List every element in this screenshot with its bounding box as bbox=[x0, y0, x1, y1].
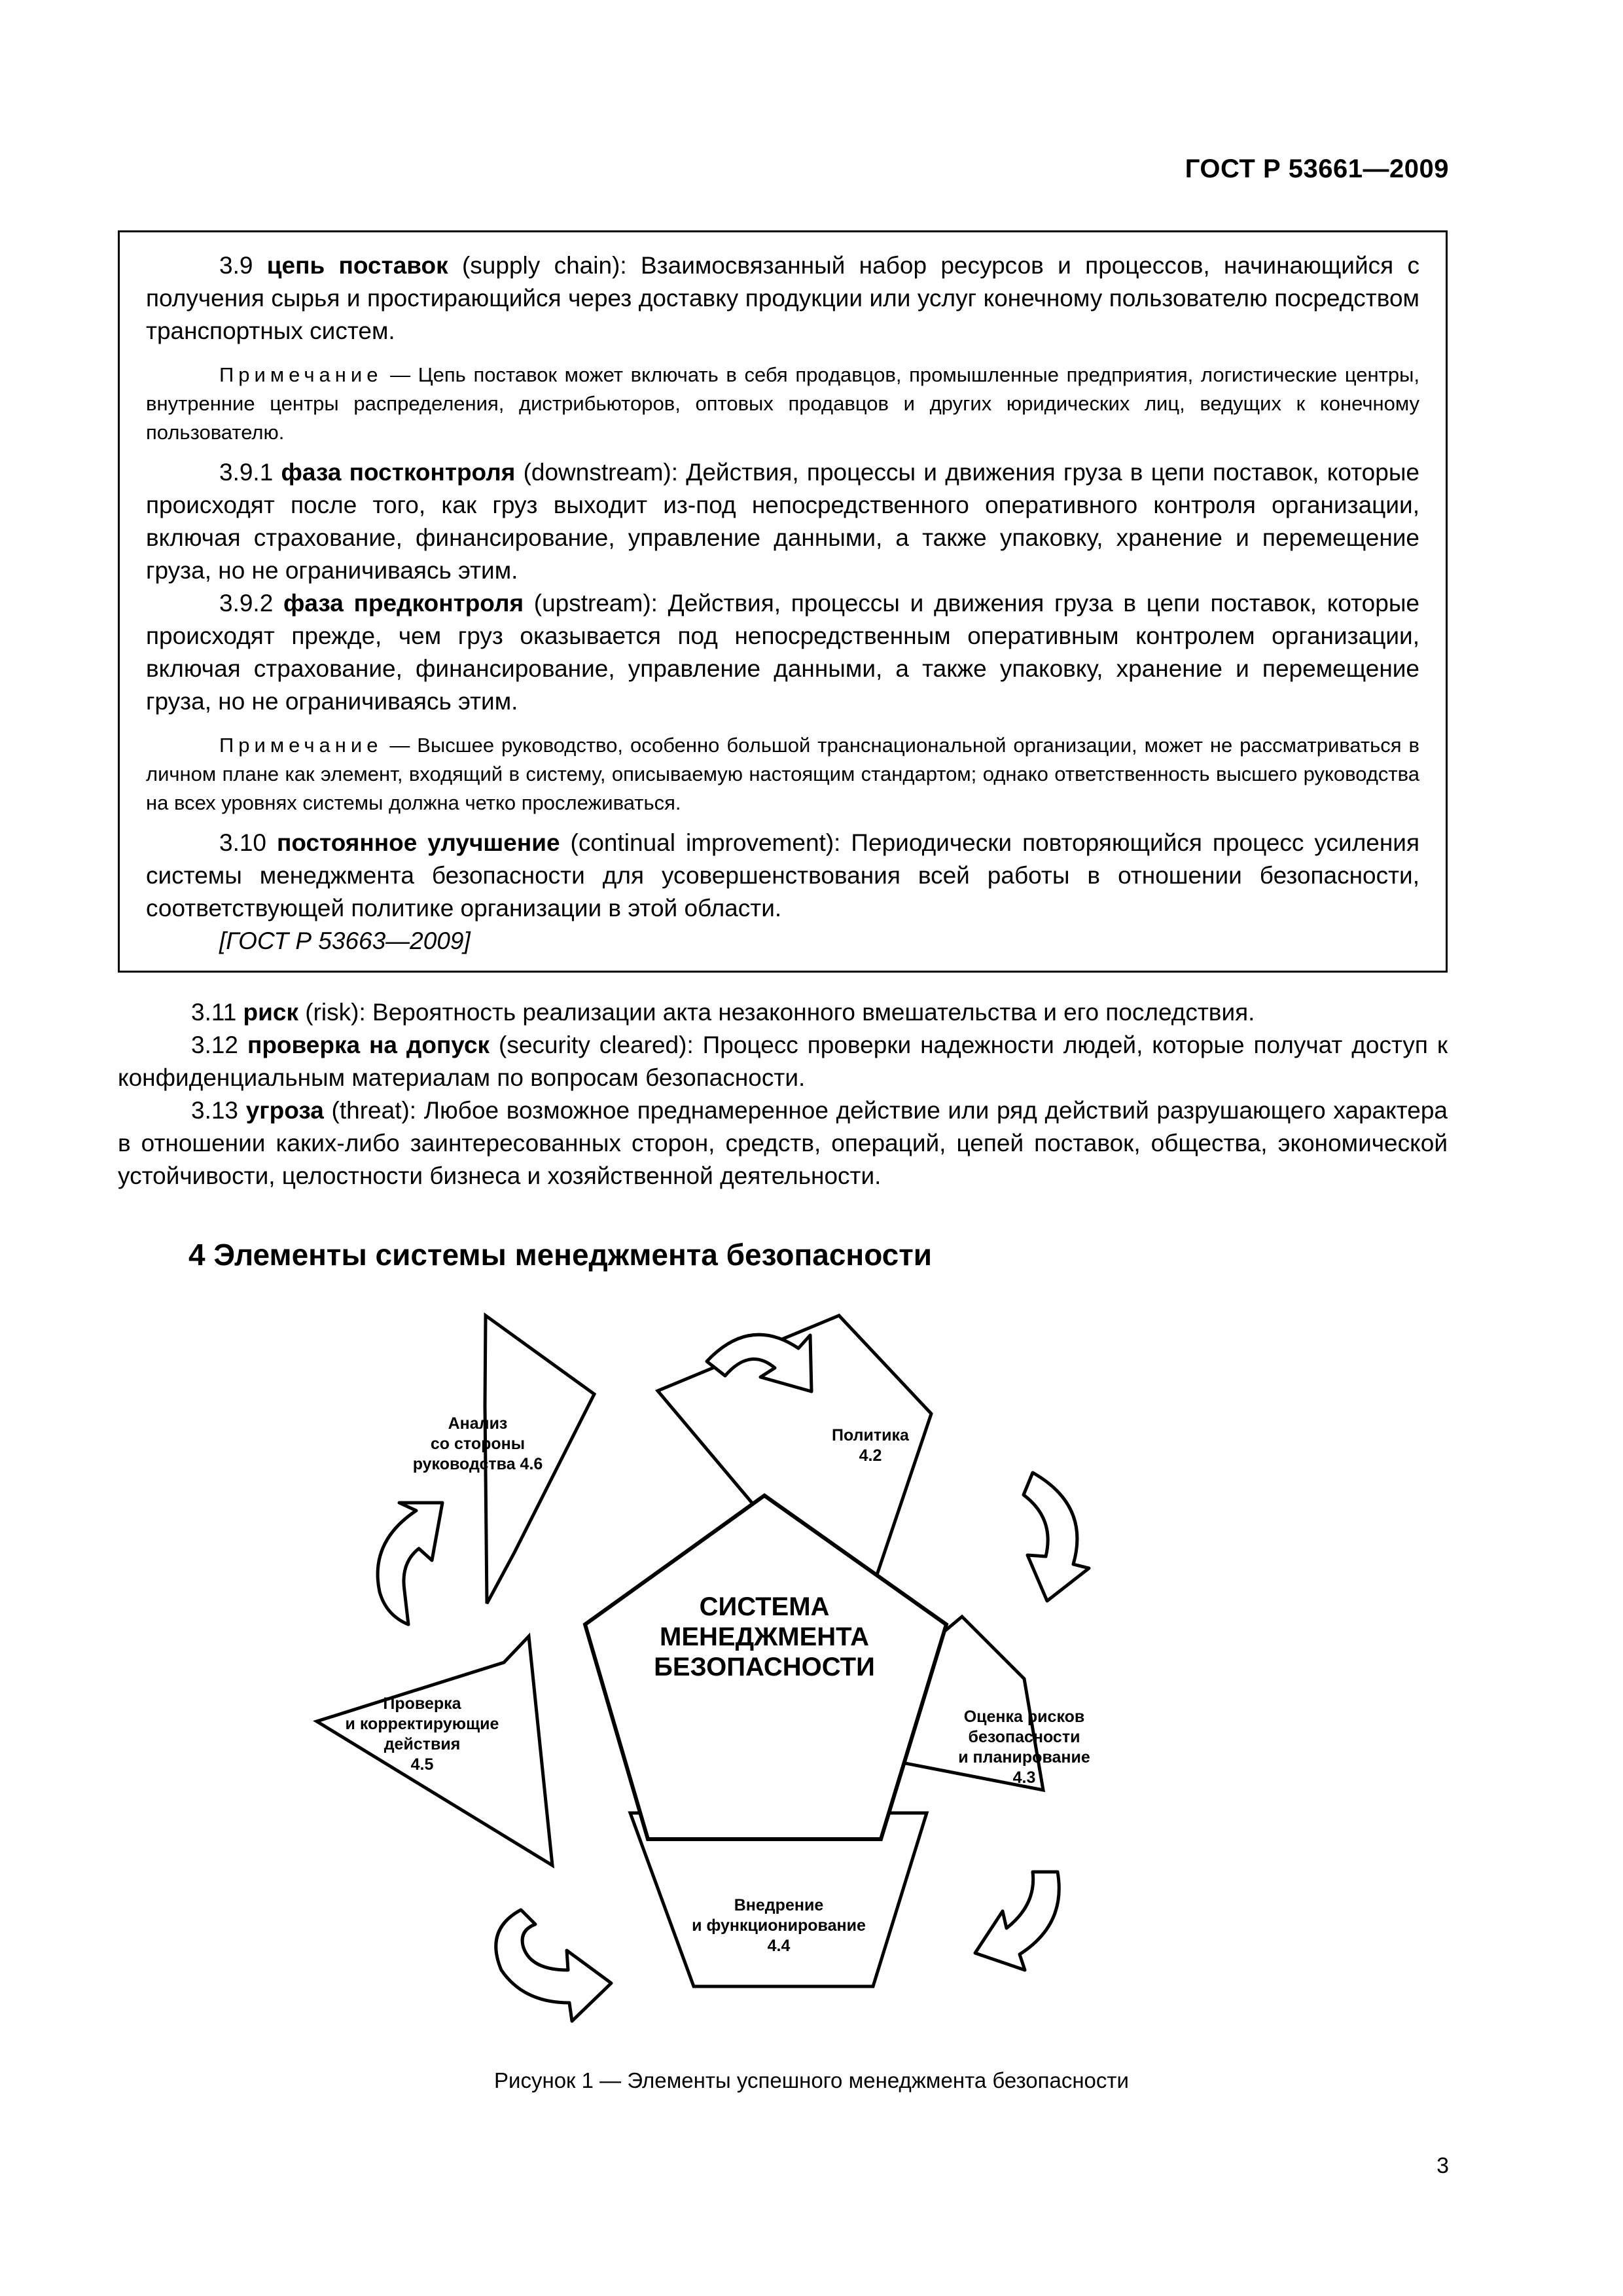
implementation-label bbox=[681, 1895, 877, 1956]
label-line: действия bbox=[383, 1735, 461, 1753]
label-line: Проверка bbox=[383, 1695, 461, 1713]
definition-3-9-2 bbox=[146, 587, 1419, 718]
definition-text: (threat): Любое возможное преднамеренное действие или ряд действий разрушающего характера в отношении каких-либо заинтересованных сторон, средств, операций, цепей поставок, общества, экономической устойчивости, целостности бизнеса и хозяйственной деятельности. bbox=[118, 1097, 1448, 1189]
definition-number: 3.12 bbox=[191, 1031, 247, 1058]
definition-3-12 bbox=[118, 1029, 1448, 1094]
note-label: Примечание bbox=[219, 363, 383, 386]
arrow-implementation-to-checking bbox=[496, 1910, 611, 2021]
definition-number: 3.9 bbox=[219, 252, 267, 279]
risk-assessment-label bbox=[942, 1707, 1106, 1788]
definitions-list bbox=[118, 996, 1448, 1193]
management-review-label bbox=[393, 1414, 563, 1475]
security-management-diagram bbox=[288, 1309, 1270, 2049]
definition-number: 3.9.1 bbox=[219, 459, 281, 486]
definition-3-11 bbox=[118, 996, 1448, 1029]
definition-term: угроза bbox=[245, 1097, 324, 1124]
arrow-risk-to-implementation bbox=[975, 1872, 1059, 1970]
label-line: 4.4 bbox=[767, 1937, 791, 1955]
label-line: 4.5 bbox=[410, 1755, 434, 1774]
label-line: Внедрение bbox=[734, 1896, 824, 1914]
figure-caption: Рисунок 1 — Элементы успешного менеджмента безопасности bbox=[494, 2068, 1129, 2092]
label-line: со стороны bbox=[430, 1435, 526, 1453]
definition-number: 3.13 bbox=[191, 1097, 246, 1124]
label-line: и корректирующие bbox=[345, 1715, 499, 1733]
section-title: 4 Элементы системы менеджмента безопасности bbox=[188, 1238, 933, 1272]
arrow-policy-to-risk bbox=[1024, 1473, 1089, 1601]
definitions-box bbox=[118, 230, 1448, 973]
definition-3-9-1 bbox=[146, 456, 1419, 587]
core-label-line: БЕЗОПАСНОСТИ bbox=[654, 1653, 875, 1681]
definition-text: (security cleared): Процесс проверки надежности людей, которые получат доступ к конфиденциальным материалам по вопросам безопасности. bbox=[118, 1031, 1448, 1091]
label-line: Анализ bbox=[448, 1414, 508, 1433]
definition-text: (downstream): Действия, процессы и движения груза в цепи поставок, которые происходят после того, как груз выходит из-под непосредственного оперативного контроля организации, включая страхование, финансирование, управление данными, а также упаковку, хранение и перемещение груза, но не ограничиваясь этим. bbox=[146, 459, 1419, 584]
document-header: ГОСТ Р 53661—2009 bbox=[1185, 154, 1449, 183]
definition-term: фаза постконтроля bbox=[281, 459, 516, 486]
policy-label bbox=[805, 1426, 936, 1466]
definition-3-10 bbox=[146, 827, 1419, 925]
label-line: и функционирование bbox=[692, 1916, 866, 1935]
checking-label bbox=[340, 1694, 504, 1775]
label-line: и планирование bbox=[958, 1748, 1090, 1767]
definition-number: 3.9.2 bbox=[219, 590, 283, 617]
core-label-line: МЕНЕДЖМЕНТА bbox=[660, 1623, 869, 1651]
definition-3-9 bbox=[146, 249, 1419, 348]
definition-text: (supply chain): Взаимосвязанный набор ресурсов и процессов, начинающийся с получения сырья и простирающийся через доставку продукции или услуг конечному пользователю посредством транспортных систем. bbox=[146, 252, 1420, 344]
label-line: Оценка рисков bbox=[963, 1708, 1085, 1726]
definition-term: проверка на допуск bbox=[247, 1031, 490, 1058]
label-line: 4.2 bbox=[859, 1446, 882, 1465]
definition-text: (upstream): Действия, процессы и движения груза в цепи поставок, которые происходят прежде, чем груз оказывается под непосредственным оперативным контролем организации, включая страхование, финансирование, управление данными, а также упаковку, хранение и перемещение груза, но не ограничиваясь этим. bbox=[146, 590, 1419, 715]
label-line: безопасности bbox=[968, 1728, 1080, 1746]
definition-number: 3.11 bbox=[191, 999, 243, 1026]
core-label-line: СИСТЕМА bbox=[699, 1592, 830, 1621]
note-text: — Цепь поставок может включать в себя продавцов, промышленные предприятия, логистические центры, внутренние центры распределения, дистрибьюторов, оптовых продавцов и других юридических лиц, ведущих к конечному пользователю. bbox=[146, 363, 1419, 444]
page-number: 3 bbox=[1436, 2153, 1449, 2178]
definition-number: 3.10 bbox=[219, 829, 277, 856]
reference-citation: [ГОСТ Р 53663—2009] bbox=[219, 927, 471, 954]
note-3-9 bbox=[146, 361, 1419, 447]
definition-term: фаза предконтроля bbox=[283, 590, 524, 617]
label-line: руководства 4.6 bbox=[412, 1455, 543, 1473]
note-text: — Высшее руководство, особенно большой транснациональной организации, может не рассматриваться в личном плане как элемент, входящий в систему, описываемую настоящим стандартом; однако ответственность высшего руководства на всех уровнях системы должна четко прослеживаться. bbox=[146, 734, 1419, 814]
definition-text: (continual improvement): Периодически повторяющийся процесс усиления системы менеджмента безопасности для усовершенствования всей работы в отношении безопасности, соответствующей политике организации в этой области. bbox=[146, 829, 1419, 922]
definition-term: постоянное улучшение bbox=[277, 829, 560, 856]
definition-term: риск bbox=[243, 999, 298, 1026]
definition-term: цепь поставок bbox=[266, 252, 448, 279]
core-label bbox=[288, 1592, 1241, 1682]
note-label: Примечание bbox=[219, 734, 383, 757]
definition-3-13 bbox=[118, 1094, 1448, 1193]
label-line: 4.3 bbox=[1012, 1768, 1036, 1787]
note-3-9-2 bbox=[146, 731, 1419, 817]
label-line: Политика bbox=[832, 1426, 909, 1444]
definition-text: (risk): Вероятность реализации акта незаконного вмешательства и его последствия. bbox=[298, 999, 1255, 1026]
